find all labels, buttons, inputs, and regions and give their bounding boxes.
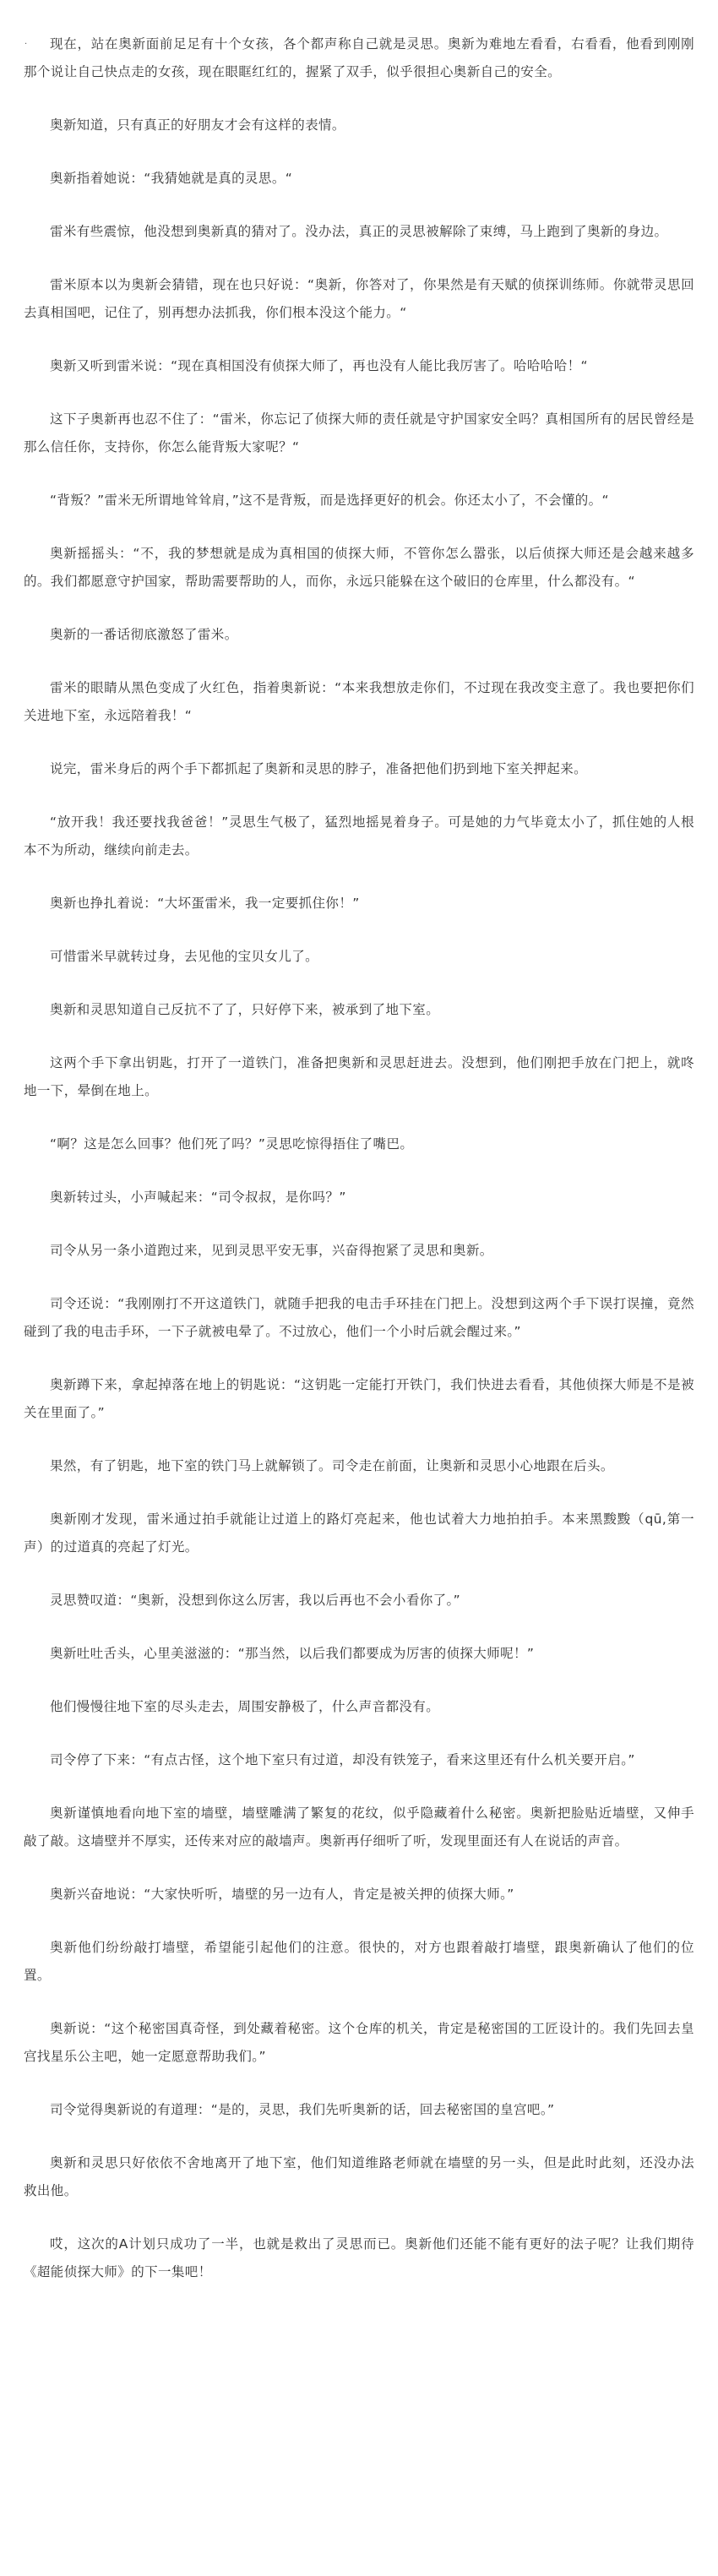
- paragraph: 哎，这次的A计划只成功了一半，也就是救出了灵思而已。奥新他们还能不能有更好的法子呢？让我们期待《超能侦探大师》的下一集吧！: [24, 2236, 694, 2279]
- paragraph: 奥新摇摇头：“不，我的梦想就是成为真相国的侦探大师，不管你怎么嚣张，以后侦探大师还是会越来越多的。我们都愿意守护国家，帮助需要帮助的人，而你，永远只能躲在这个破旧的仓库里，什么都没有。“: [24, 546, 694, 589]
- paragraph: 灵思赞叹道：“奥新，没想到你这么厉害，我以后再也不会小看你了。”: [50, 1593, 461, 1608]
- paragraph: 司令觉得奥新说的有道理：“是的，灵思，我们先听奥新的话，回去秘密国的皇宫吧。”: [50, 2102, 555, 2117]
- paragraph: 奥新指着她说：“我猜她就是真的灵思。“: [50, 171, 293, 186]
- paragraph: “啊？这是怎么回事？他们死了吗？”灵思吃惊得捂住了嘴巴。: [50, 1136, 414, 1152]
- paragraph: 奥新的一番话彻底激怒了雷米。: [50, 627, 238, 642]
- paragraph: 奥新和灵思只好依依不舍地离开了地下室，他们知道维路老师就在墙壁的另一头，但是此时此刻，还没办法救出他。: [24, 2155, 694, 2198]
- paragraph: 奥新刚才发现，雷米通过拍手就能让过道上的路灯亮起来，他也试着大力地拍拍手。本来黑黢黢（qū,第一声）的过道真的亮起了灯光。: [24, 1511, 694, 1555]
- paragraph: 奥新兴奋地说：“大家快听听，墙壁的另一边有人，肯定是被关押的侦探大师。”: [50, 1887, 514, 1902]
- paragraph: “放开我！我还要找我爸爸！”灵思生气极了，猛烈地摇晃着身子。可是她的力气毕竟太小了，抓住她的人根本不为所动，继续向前走去。: [24, 814, 694, 858]
- paragraph: 雷米有些震惊，他没想到奥新真的猜对了。没办法，真正的灵思被解除了束缚，马上跑到了奥新的身边。: [50, 224, 668, 239]
- paragraph: 奥新他们纷纷敲打墙壁，希望能引起他们的注意。很快的，对方也跟着敲打墙壁，跟奥新确认了他们的位置。: [24, 1940, 694, 1983]
- paragraph: 现在，站在奥新面前足足有十个女孩，各个都声称自己就是灵思。奥新为难地左看看，右看看，他看到刚刚那个说让自己快点走的女孩，现在眼眶红红的，握紧了双手，似乎很担心奥新自己的安全。: [24, 36, 694, 79]
- paragraph: 奥新说：“这个秘密国真奇怪，到处藏着秘密。这个仓库的机关，肯定是秘密国的工匠设计的。我们先回去皇宫找星乐公主吧，她一定愿意帮助我们。”: [24, 2021, 694, 2064]
- paragraph: 这两个手下拿出钥匙，打开了一道铁门，准备把奥新和灵思赶进去。没想到，他们刚把手放在门把上，就咚地一下，晕倒在地上。: [24, 1055, 694, 1098]
- paragraph: “背叛？”雷米无所谓地耸耸肩，”这不是背叛，而是选择更好的机会。你还太小了，不会懂的。“: [50, 493, 609, 508]
- paragraph: 奥新转过头，小声喊起来：“司令叔叔，是你吗？”: [50, 1190, 346, 1205]
- article-body: [24, 30, 694, 2286]
- paragraph: 奥新谨慎地看向地下室的墙壁，墙壁雕满了繁复的花纹，似乎隐藏着什么秘密。奥新把脸贴近墙壁，又伸手敲了敲。这墙壁并不厚实，还传来对应的敲墙声。奥新再仔细听了听，发现里面还有人在说话的声音。: [24, 1805, 694, 1849]
- paragraph: 这下子奥新再也忍不住了：“雷米，你忘记了侦探大师的责任就是守护国家安全吗？真相国所有的居民曾经是那么信任你，支持你，你怎么能背叛大家呢？“: [24, 411, 694, 455]
- paragraph: 奥新吐吐舌头，心里美滋滋的：“那当然，以后我们都要成为厉害的侦探大师呢！”: [50, 1646, 535, 1661]
- paragraph: 雷米原本以为奥新会猜错，现在也只好说：“奥新，你答对了，你果然是有天赋的侦探训练师。你就带灵思回去真相国吧，记住了，别再想办法抓我，你们根本没这个能力。“: [24, 277, 694, 320]
- paragraph: 他们慢慢往地下室的尽头走去，周围安静极了，什么声音都没有。: [50, 1699, 440, 1714]
- leading-mark: .: [24, 37, 28, 46]
- paragraph: 奥新知道，只有真正的好朋友才会有这样的表情。: [50, 117, 345, 133]
- paragraph: 可惜雷米早就转过身，去见他的宝贝女儿了。: [50, 949, 319, 964]
- paragraph: 奥新和灵思知道自己反抗不了了，只好停下来，被承到了地下室。: [50, 1002, 440, 1017]
- paragraph: 说完，雷米身后的两个手下都抓起了奥新和灵思的脖子，准备把他们扔到地下室关押起来。: [50, 761, 588, 776]
- paragraph: 奥新也挣扎着说：“大坏蛋雷米，我一定要抓住你！”: [50, 896, 360, 911]
- paragraph: 果然，有了钥匙，地下室的铁门马上就解锁了。司令走在前面，让奥新和灵思小心地跟在后头。: [50, 1458, 614, 1473]
- paragraph: 奥新又听到雷米说：“现在真相国没有侦探大师了，再也没有人能比我厉害了。哈哈哈哈！“: [50, 358, 588, 373]
- paragraph: 司令停了下来：“有点古怪，这个地下室只有过道，却没有铁笼子，看来这里还有什么机关要开启。”: [50, 1752, 635, 1767]
- paragraph: 奥新蹲下来，拿起掉落在地上的钥匙说：“这钥匙一定能打开铁门，我们快进去看看，其他侦探大师是不是被关在里面了。”: [24, 1377, 694, 1420]
- paragraph: 司令还说：“我刚刚打不开这道铁门，就随手把我的电击手环挂在门把上。没想到这两个手下误打误撞，竟然碰到了我的电击手环，一下子就被电晕了。不过放心，他们一个小时后就会醒过来。”: [24, 1296, 694, 1339]
- paragraph: 雷米的眼睛从黑色变成了火红色，指着奥新说：“本来我想放走你们，不过现在我改变主意了。我也要把你们关进地下室，永远陪着我！“: [24, 680, 694, 723]
- paragraph: 司令从另一条小道跑过来，见到灵思平安无事，兴奋得抱紧了灵思和奥新。: [50, 1243, 493, 1258]
